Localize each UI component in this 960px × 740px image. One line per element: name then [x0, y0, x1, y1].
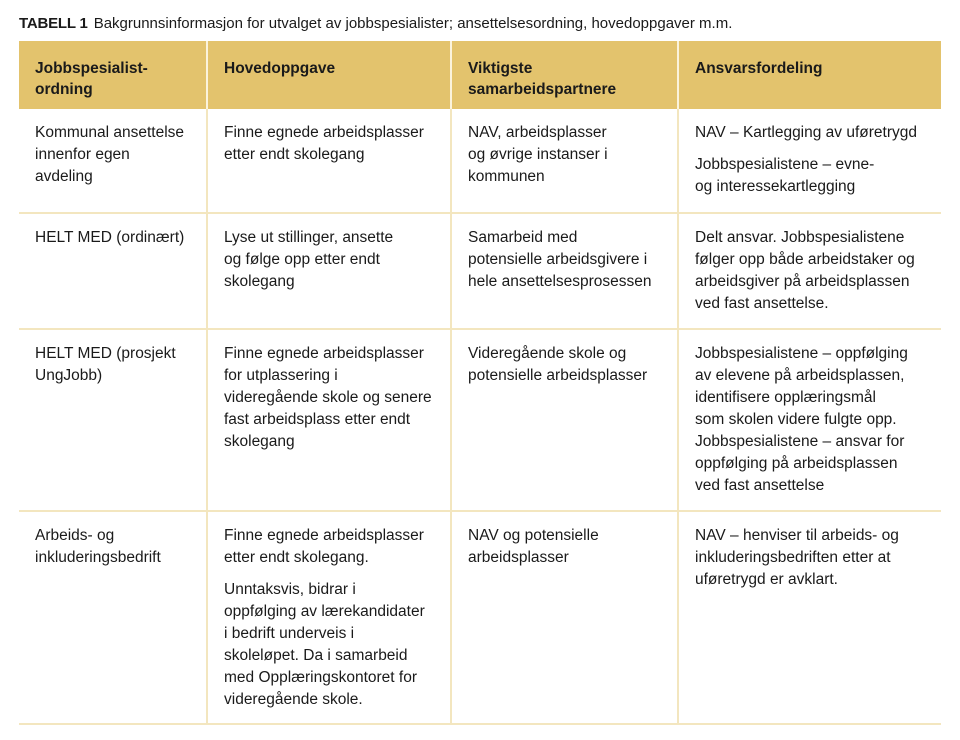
header-ansvarsfordeling: Ansvarsfordeling — [678, 41, 941, 109]
cell-samarbeidspartnere: NAV og potensielle arbeidsplasser — [451, 511, 678, 724]
cell-samarbeidspartnere: Videregående skole og potensielle arbeidsplasser — [451, 329, 678, 511]
header-ordning: Jobbspesialist- ordning — [19, 41, 207, 109]
jobbspesialist-table — [19, 41, 941, 725]
cell-ansvarsfordeling: Delt ansvar. Jobbspesialistene følger opp både arbeidstaker og arbeidsgiver på arbeidsplassen ved fast ansettelse. — [678, 213, 941, 329]
table-caption-text: Bakgrunnsinformasjon for utvalget av jobbspesialister; ansettelsesordning, hovedoppgaver m.m. — [93, 15, 733, 32]
table-row — [19, 213, 941, 329]
table-row — [19, 511, 941, 724]
cell-hovedoppgave: Lyse ut stillinger, ansette og følge opp etter endt skolegang — [207, 213, 451, 329]
cell-ordning: Kommunal ansettelse innenfor egen avdeling — [19, 109, 207, 213]
cell-ansvarsfordeling: NAV – henviser til arbeids- og inkluderingsbedriften etter at uføretrygd er avklart. — [678, 511, 941, 724]
cell-ordning: HELT MED (ordinært) — [19, 213, 207, 329]
cell-ansvarsfordeling: NAV – Kartlegging av uføretrygd Jobbspesialistene – evne- og interessekartlegging — [678, 109, 941, 213]
cell-samarbeidspartnere: Samarbeid med potensielle arbeidsgivere i hele ansettelsesprosessen — [451, 213, 678, 329]
table-row — [19, 329, 941, 511]
table-label: TABELL 1 — [19, 15, 88, 32]
cell-ordning: HELT MED (prosjekt UngJobb) — [19, 329, 207, 511]
cell-ansvarsfordeling: Jobbspesialistene – oppfølging av elevene på arbeidsplassen, identifisere opplæringsmål som skolen videre fulgte opp. Jobbspesialistene – ansvar for oppfølging på arbeidsplassen ved fast ansettelse — [678, 329, 941, 511]
cell-ordning: Arbeids- og inkluderingsbedrift — [19, 511, 207, 724]
header-hovedoppgave: Hovedoppgave — [207, 41, 451, 109]
cell-samarbeidspartnere: NAV, arbeidsplasser og øvrige instanser i kommunen — [451, 109, 678, 213]
header-samarbeidspartnere: Viktigste samarbeidspartnere — [451, 41, 678, 109]
cell-hovedoppgave: Finne egnede arbeidsplasser etter endt skolegang — [207, 109, 451, 213]
table-header-row — [19, 41, 941, 109]
table-caption — [19, 15, 732, 33]
cell-hovedoppgave: Finne egnede arbeidsplasser etter endt skolegang. Unntaksvis, bidrar i oppfølging av lærekandidater i bedrift underveis i skoleløpet. Da i samarbeid med Opplæringskontoret for videregående skole. — [207, 511, 451, 724]
table-row — [19, 109, 941, 213]
cell-hovedoppgave: Finne egnede arbeidsplasser for utplassering i videregående skole og senere fast arbeidsplass etter endt skolegang — [207, 329, 451, 511]
